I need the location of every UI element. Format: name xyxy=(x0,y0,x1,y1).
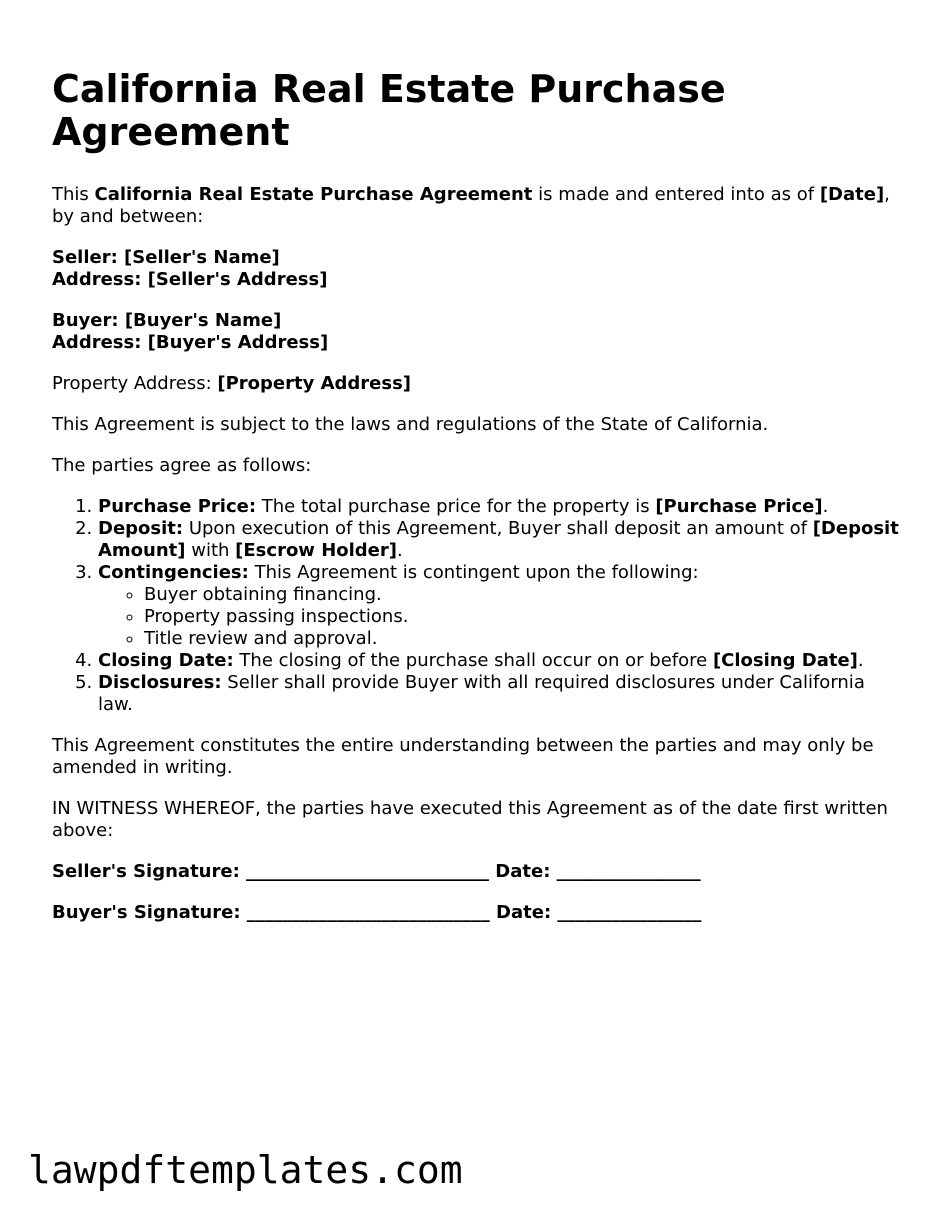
intro-date-placeholder: [Date] xyxy=(819,184,885,205)
term-heading: Purchase Price: xyxy=(98,496,257,517)
list-item: ◦ Buyer obtaining financing. xyxy=(144,584,902,606)
property-address-line xyxy=(52,373,902,395)
witness-paragraph: IN WITNESS WHEREOF, the parties have executed this Agreement as of the date first written above: xyxy=(52,798,888,841)
term-heading: Closing Date: xyxy=(98,650,234,671)
seller-signature-line: Seller's Signature: ___________________________ Date: ________________ xyxy=(52,861,701,882)
term-placeholder: [Closing Date] xyxy=(712,650,858,671)
term-disclosures xyxy=(98,672,902,716)
entire-agreement-paragraph: This Agreement constitutes the entire understanding between the parties and may only be amended in writing. xyxy=(52,735,874,778)
property-label: Property Address: xyxy=(52,373,218,394)
term-text: The total purchase price for the property is xyxy=(256,496,656,517)
term-purchase-price xyxy=(98,496,902,518)
agreement-document xyxy=(52,68,902,943)
terms-list xyxy=(52,496,902,716)
term-end: . xyxy=(397,540,403,561)
term-end: . xyxy=(857,650,864,671)
list-item: ◦ Property passing inspections. xyxy=(144,606,902,628)
contingency-list xyxy=(98,584,902,650)
term-text: This Agreement is contingent upon the following: xyxy=(248,562,699,583)
term-deposit xyxy=(98,518,902,562)
buyer-address-line: Address: [Buyer's Address] xyxy=(52,332,329,353)
seller-name-line: Seller: [Seller's Name] xyxy=(52,247,280,268)
term-middle: with xyxy=(185,540,236,561)
term-text: The closing of the purchase shall occur on or before xyxy=(233,650,713,671)
watermark-footer: lawpdftemplates.com xyxy=(28,1148,463,1192)
intro-suffix: , by and between: xyxy=(52,184,890,227)
term-contingencies xyxy=(98,562,902,650)
term-placeholder: [Purchase Price] xyxy=(655,496,823,517)
term-heading: Deposit: xyxy=(98,518,184,539)
term-heading: Contingencies: xyxy=(98,562,249,583)
term-placeholder-2: [Escrow Holder] xyxy=(235,540,397,561)
intro-middle: is made and entered into as of xyxy=(532,184,820,205)
buyer-signature-line: Buyer's Signature: ___________________________ Date: ________________ xyxy=(52,902,702,923)
seller-block xyxy=(52,247,902,291)
buyer-block xyxy=(52,310,902,354)
document-title: California Real Estate Purchase Agreement xyxy=(52,67,726,154)
property-value: [Property Address] xyxy=(217,373,412,394)
term-end: . xyxy=(822,496,829,517)
governing-law-paragraph: This Agreement is subject to the laws and regulations of the State of California. xyxy=(52,414,769,435)
intro-agreement-name: California Real Estate Purchase Agreement xyxy=(94,184,533,205)
seller-address-line: Address: [Seller's Address] xyxy=(52,269,328,290)
term-text: Upon execution of this Agreement, Buyer shall deposit an amount of xyxy=(183,518,813,539)
term-heading: Disclosures: xyxy=(98,672,222,693)
buyer-name-line: Buyer: [Buyer's Name] xyxy=(52,310,282,331)
intro-paragraph xyxy=(52,184,902,228)
term-closing-date xyxy=(98,650,902,672)
term-placeholder: [Deposit Amount] xyxy=(98,518,899,561)
term-text: Seller shall provide Buyer with all required disclosures under California law. xyxy=(98,672,865,715)
parties-agree-paragraph: The parties agree as follows: xyxy=(52,455,312,476)
intro-prefix: This xyxy=(52,184,95,205)
list-item: ◦ Title review and approval. xyxy=(144,628,902,650)
